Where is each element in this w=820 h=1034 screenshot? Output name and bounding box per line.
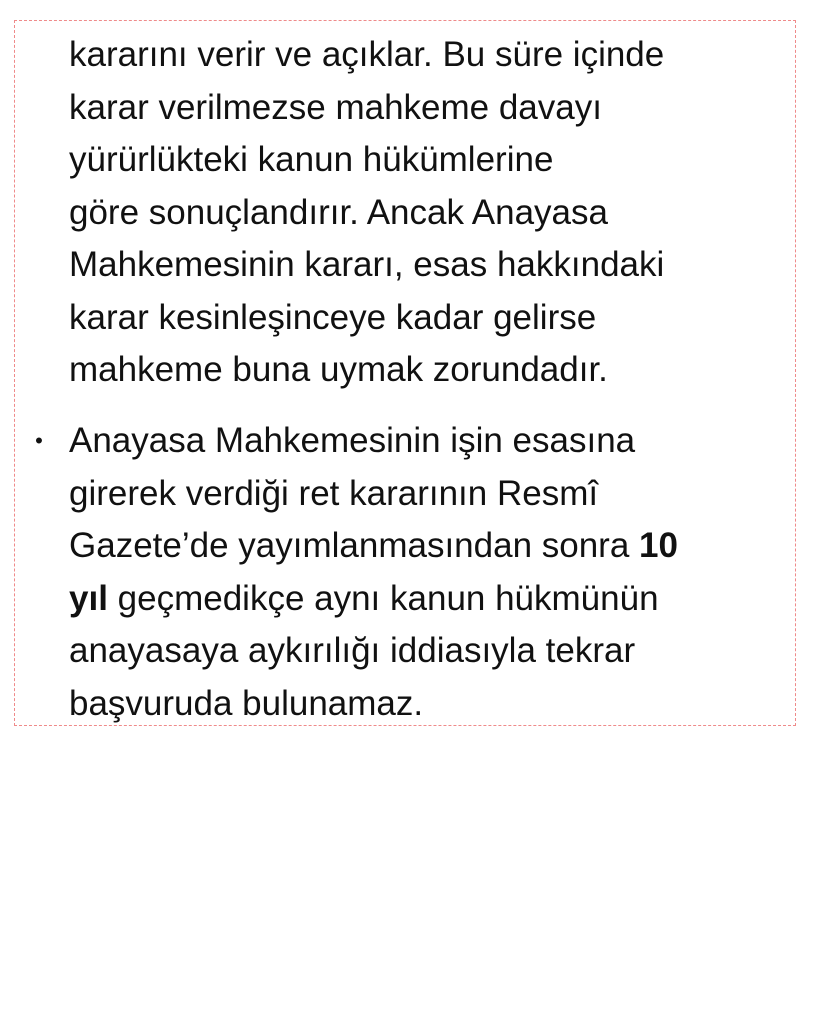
bullet-line-5: anayasaya aykırılığı iddiasıyla tekrar bbox=[69, 631, 636, 670]
bold-unit: yıl bbox=[69, 578, 108, 618]
bullet-icon: • bbox=[35, 428, 43, 453]
paragraph-line: karar verilmezse mahkeme davayı bbox=[69, 87, 602, 127]
paragraph-line: göre sonuçlandırır. Ancak Anayasa bbox=[69, 192, 608, 232]
paragraph-line: kararını verir ve açıklar. Bu süre içinde bbox=[69, 35, 665, 74]
paragraph-line: Mahkemesinin kararı, esas hakkındaki bbox=[69, 245, 665, 284]
bullet-paragraph bbox=[35, 415, 769, 730]
bullet-line-4 bbox=[69, 573, 769, 626]
paragraph-line: yürürlükteki kanun hükümlerine bbox=[69, 140, 554, 179]
bullet-line-2: girerek verdiği ret kararının Resmî bbox=[69, 473, 599, 513]
bullet-line-4-text: geçmedikçe aynı kanun hükmünün bbox=[107, 578, 659, 618]
bold-number: 10 bbox=[639, 526, 678, 565]
paragraph-line: karar kesinleşinceye kadar gelirse bbox=[69, 297, 597, 337]
bullet-line-3 bbox=[69, 520, 769, 573]
bullet-line-6: başvuruda bulunamaz. bbox=[69, 683, 424, 723]
bullet-line-1: Anayasa Mahkemesinin işin esasına bbox=[69, 421, 636, 460]
continuation-paragraph bbox=[69, 29, 769, 397]
text-frame bbox=[14, 20, 796, 726]
paragraph-line: mahkeme buna uymak zorundadır. bbox=[69, 350, 608, 389]
bullet-line-3-text: Gazete’de yayımlanmasından sonra bbox=[69, 526, 640, 565]
